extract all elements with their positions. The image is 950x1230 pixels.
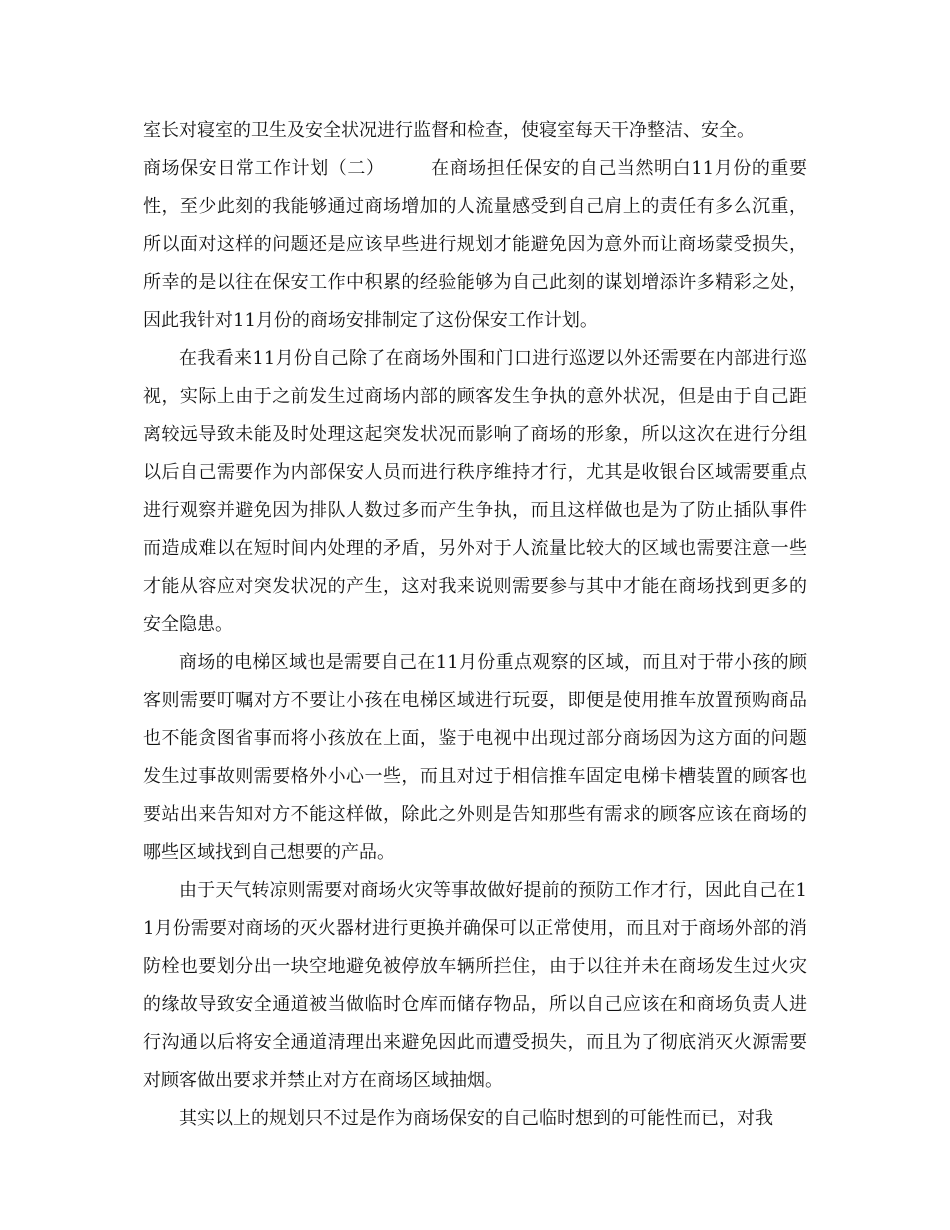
document-page xyxy=(143,112,807,1138)
paragraph-text: 其实以上的规划只不过是作为商场保安的自己临时想到的可能性而已，对我 xyxy=(179,1108,773,1129)
paragraph-text: 商场的电梯区域也是需要自己在11月份重点观察的区域，而且对于带小孩的顾客则需要叮嘱对方不要让小孩在电梯区域进行玩耍，即便是使用推车放置预购商品也不能贪图省事而将小孩放在上面，鉴于电视中出现过部分商场因为这方面的问题发生过事故则需要格外小心一些，而且对过于相信推车固定电梯卡槽装置的顾客也要站出来告知对方不能这样做，除此之外则是告知那些有需求的顾客应该在商场的哪些区域找到自己想要的产品。 xyxy=(143,652,807,863)
paragraph-text: 由于天气转凉则需要对商场火灾等事故做好提前的预防工作才行，因此自己在11月份需要对商场的灭火器材进行更换并确保可以正常使用，而且对于商场外部的消防栓也要划分出一块空地避免被停放车辆所拦住，由于以往并未在商场发生过火灾的缘故导致安全通道被当做临时仓库而储存物品，所以自己应该在和商场负责人进行沟通以后将安全通道清理出来避免因此而遭受损失，而且为了彻底消灭火源需要对顾客做出要求并禁止对方在商场区域抽烟。 xyxy=(143,880,807,1091)
paragraph-continued xyxy=(143,112,807,150)
paragraph-text: 在我看来11月份自己除了在商场外围和门口进行巡逻以外还需要在内部进行巡视，实际上由于之前发生过商场内部的顾客发生争执的意外状况，但是由于自己距离较远导致未能及时处理这起突发状况而影响了商场的形象，所以这次在进行分组以后自己需要作为内部保安人员而进行秩序维持才行，尤其是收银台区域需要重点进行观察并避免因为排队人数过多而产生争执，而且这样做也是为了防止插队事件而造成难以在短时间内处理的矛盾，另外对于人流量比较大的区域也需要注意一些才能从容应对突发状况的产生，这对我来说则需要参与其中才能在商场找到更多的安全隐患。 xyxy=(143,348,807,635)
section-title: 商场保安日常工作计划（二） xyxy=(143,158,385,179)
intro-text: 在商场担任保安的自己当然明白11月份的重要性，至少此刻的我能够通过商场增加的人流量感受到自己肩上的责任有多么沉重，所以面对这样的问题还是应该早些进行规划才能避免因为意外而让商场蒙受损失，所幸的是以往在保安工作中积累的经验能够为自己此刻的谋划增添许多精彩之处，因此我针对11月份的商场安排制定了这份保安工作计划。 xyxy=(143,158,808,331)
paragraph-patrol xyxy=(143,340,807,644)
paragraph-intro xyxy=(143,150,807,340)
paragraph-closing xyxy=(143,1100,807,1138)
paragraph-fire-safety xyxy=(143,872,807,1100)
paragraph-elevator xyxy=(143,644,807,872)
continued-text: 室长对寝室的卫生及安全状况进行监督和检查，使寝室每天干净整洁、安全。 xyxy=(143,120,755,141)
